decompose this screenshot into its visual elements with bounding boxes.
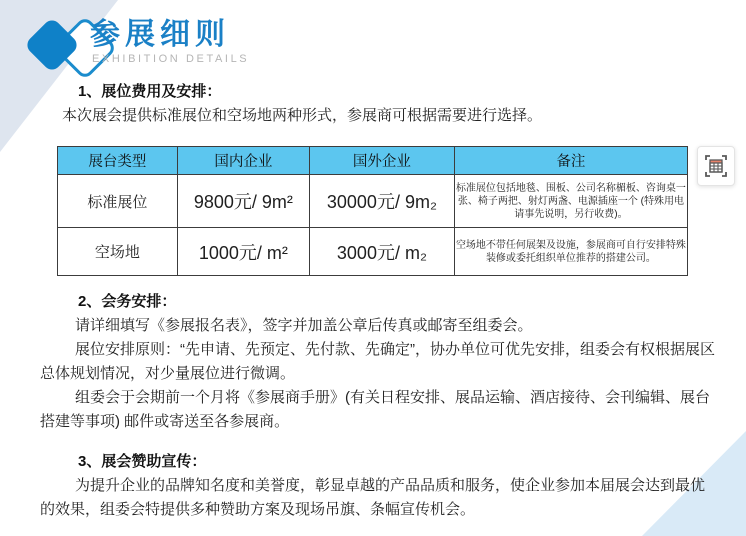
table-capture-button[interactable] [697, 146, 735, 186]
table-capture-icon [703, 153, 729, 179]
booth-type-cell: 标准展位 [58, 175, 178, 228]
col-header-foreign: 国外企业 [309, 147, 454, 175]
page-title: 参展细则 [90, 18, 230, 51]
col-header-remarks: 备注 [454, 147, 687, 175]
col-header-domestic: 国内企业 [177, 147, 309, 175]
document-body [40, 80, 718, 522]
section-2-heading: 2、会务安排： [78, 293, 177, 310]
booth-type-cell: 空场地 [58, 228, 178, 276]
table-header-row [58, 147, 688, 175]
section-2-paragraph: 展位安排原则：“先申请、先预定、先付款、先确定”，协办单位可优先安排，组委会有权根据展区总体规划情况，对少量展位进行微调。 [40, 341, 715, 382]
page-header [90, 18, 249, 65]
section-2-paragraph: 组委会于会期前一个月将《参展商手册》(有关日程安排、展品运输、酒店接待、会刊编辑、展台搭建等事项) 邮件或寄送至各参展商。 [40, 389, 710, 430]
section-3-paragraph: 为提升企业的品牌知名度和美誉度，彰显卓越的产品品质和服务，使企业参加本届展会达到最优的效果，组委会特提供多种赞助方案及现场吊旗、条幅宣传机会。 [40, 477, 706, 518]
foreign-price-cell: 30000元/ 9m₂ [309, 175, 454, 228]
page-subtitle: EXHIBITION DETAILS [92, 53, 250, 65]
col-header-booth-type: 展台类型 [58, 147, 178, 175]
remarks-cell: 空场地不带任何展架及设施，参展商可自行安排特殊装修或委托组织单位推荐的搭建公司。 [454, 228, 687, 276]
table-row [58, 175, 688, 228]
section-2-paragraph: 请详细填写《参展报名表》，签字并加盖公章后传真或邮寄至组委会。 [75, 317, 533, 334]
remarks-cell: 标准展位包括地毯、围板、公司名称楣板、咨询桌一张、椅子两把、射灯两盏、电源插座一个 (特殊用电请事先说明，另行收费)。 [454, 175, 687, 228]
domestic-price-cell: 9800元/ 9m² [177, 175, 309, 228]
foreign-price-cell: 3000元/ m₂ [309, 228, 454, 276]
section-3-heading: 3、展会赞助宣传： [78, 453, 207, 470]
domestic-price-cell: 1000元/ m² [177, 228, 309, 276]
table-row [58, 228, 688, 276]
booth-fee-table [57, 146, 688, 276]
section-1-heading: 1、展位费用及安排： [78, 83, 222, 100]
section-1-paragraph: 本次展会提供标准展位和空场地两种形式，参展商可根据需要进行选择。 [62, 107, 543, 124]
